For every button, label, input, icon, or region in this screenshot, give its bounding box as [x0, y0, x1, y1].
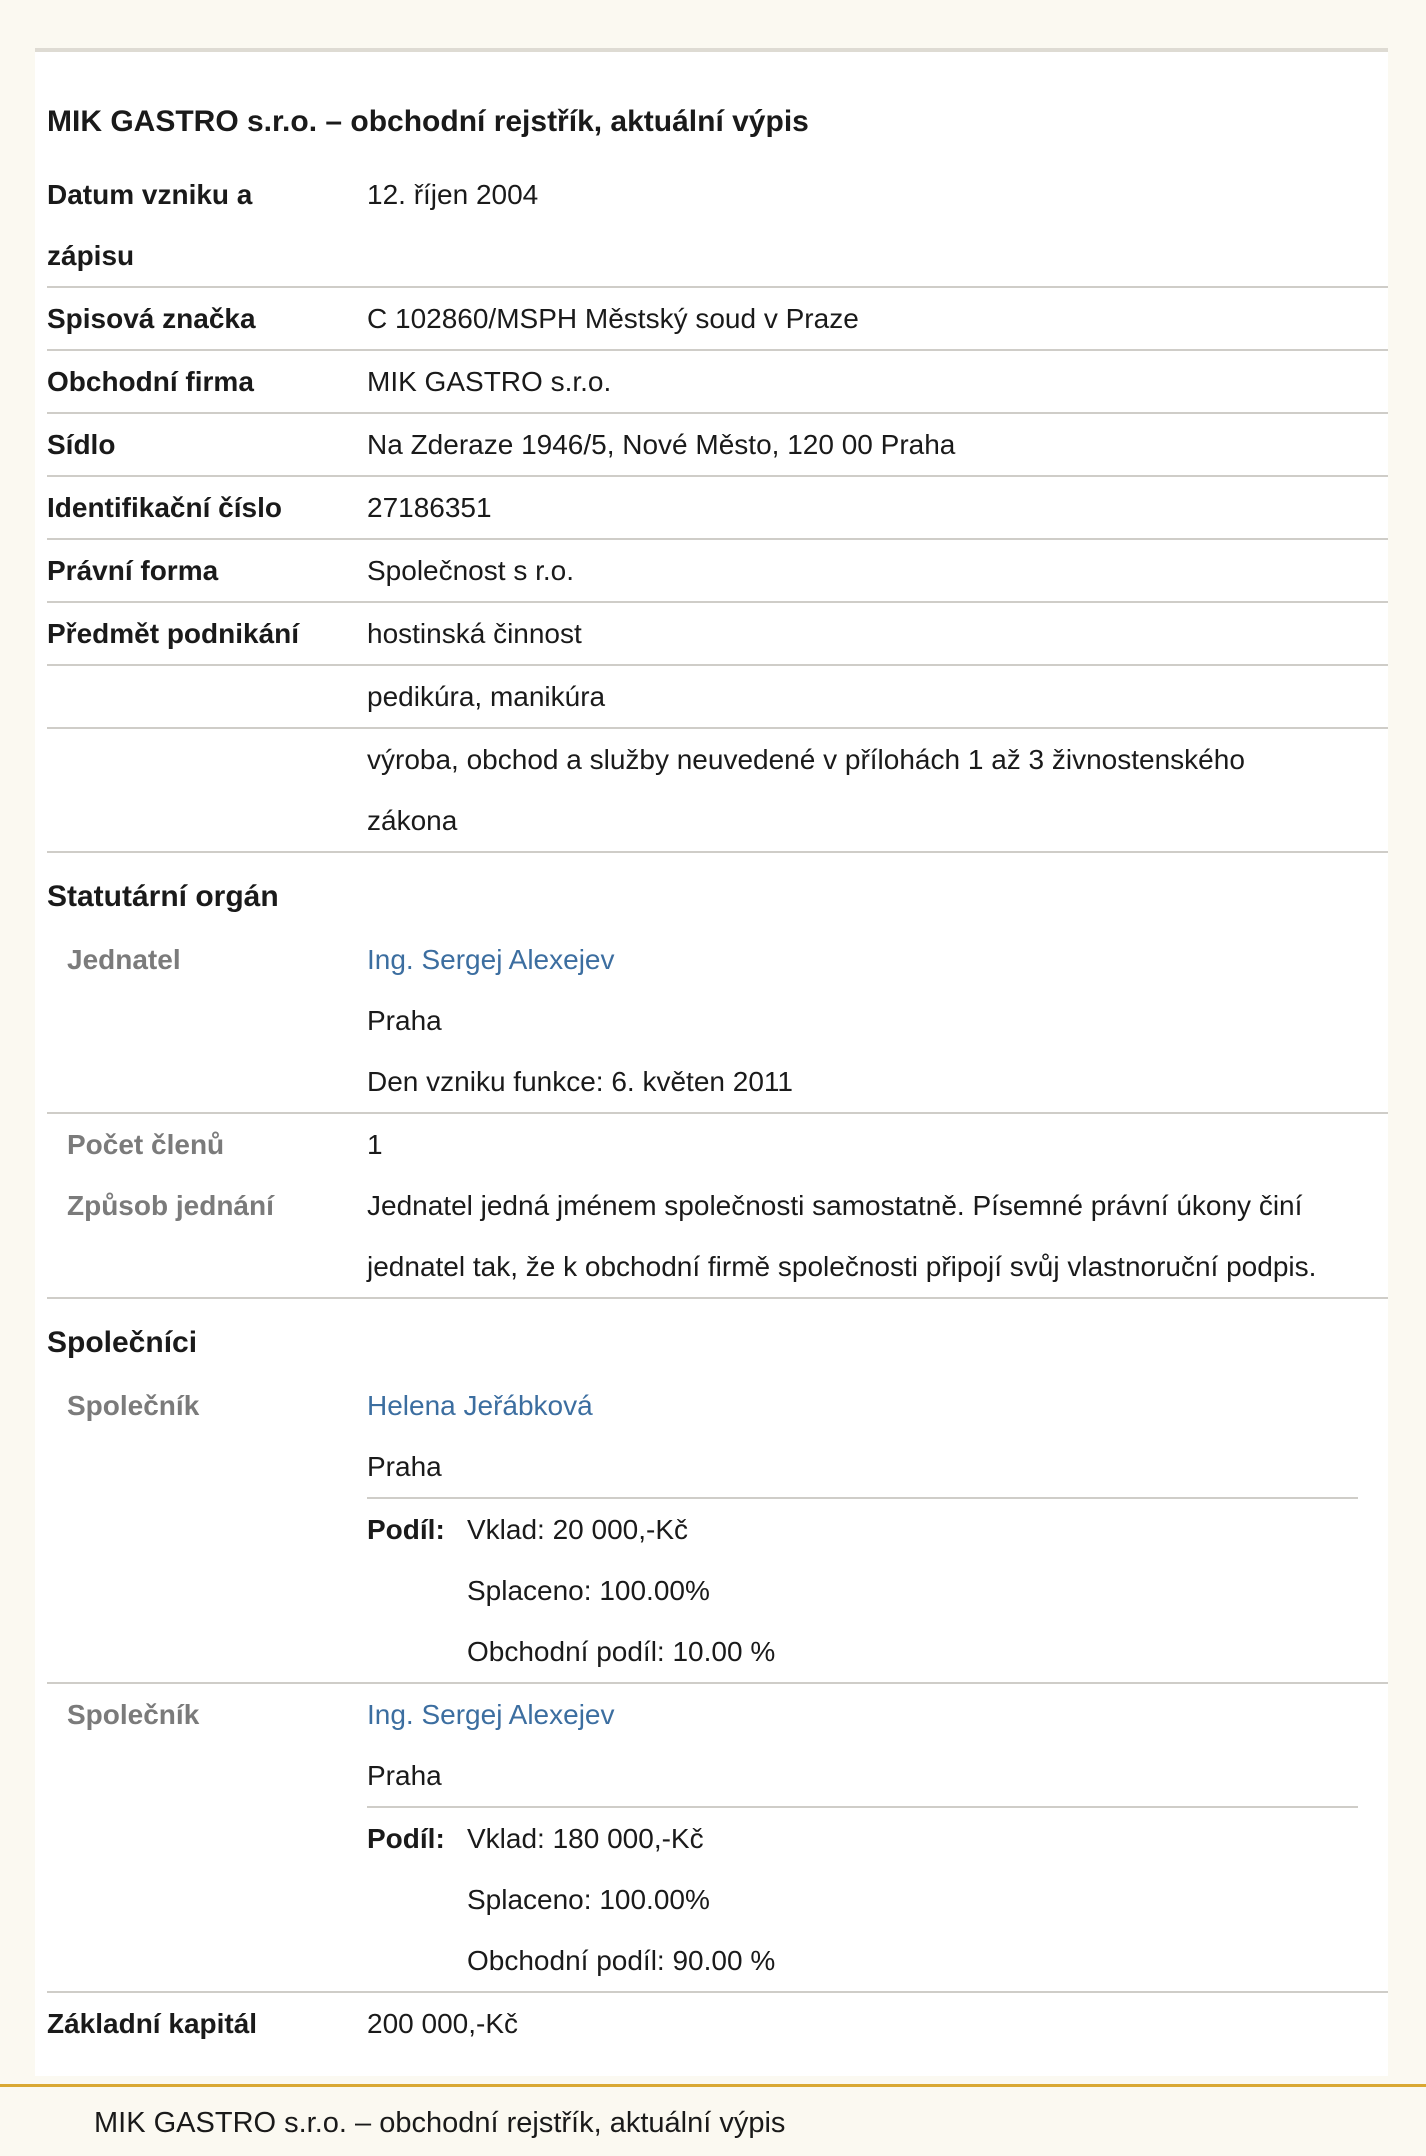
- row-label-empty: [47, 666, 367, 727]
- row-label-line: Datum vzniku a: [47, 179, 253, 210]
- row-value: 27186351: [367, 492, 492, 523]
- registry-extract-card: [35, 48, 1388, 2076]
- share-podil: Obchodní podíl: 10.00 %: [467, 1636, 776, 1667]
- row-zpusob-jednani: [47, 1175, 1388, 1299]
- row-label: Předmět podnikání: [47, 618, 300, 649]
- row-spisova-znacka: [47, 288, 1388, 351]
- row-label: Způsob jednání: [67, 1190, 274, 1221]
- person-city: Praha: [367, 1451, 442, 1482]
- share-podil: Obchodní podíl: 90.00 %: [467, 1945, 776, 1976]
- share-vklad: Vklad: 180 000,-Kč: [467, 1823, 704, 1854]
- value-line: výroba, obchod a služby neuvedené v přílohách 1 až 3 živnostenského: [367, 744, 1245, 775]
- person-link[interactable]: Ing. Sergej Alexejev: [367, 944, 615, 975]
- function-since: Den vzniku funkce: 6. květen 2011: [367, 1066, 793, 1097]
- share-vklad: Vklad: 20 000,-Kč: [467, 1514, 689, 1545]
- share-splaceno: Splaceno: 100.00%: [467, 1884, 710, 1915]
- share-values: [467, 1499, 775, 1682]
- row-value: 200 000,-Kč: [367, 2008, 518, 2039]
- share-block: [367, 1806, 1358, 1991]
- value-line: jednatel tak, že k obchodní firmě společnosti připojí svůj vlastnoruční podpis.: [367, 1251, 1317, 1282]
- row-label: Jednatel: [67, 944, 181, 975]
- row-pravni-forma: [47, 540, 1388, 603]
- page-footer: [0, 2084, 1426, 2156]
- row-value: hostinská činnost: [367, 618, 582, 649]
- page-title: MIK GASTRO s.r.o. – obchodní rejstřík, aktuální výpis: [47, 105, 809, 138]
- row-value: C 102860/MSPH Městský soud v Praze: [367, 303, 859, 334]
- person-link[interactable]: Helena Jeřábková: [367, 1390, 593, 1421]
- section-heading-statutarni: Statutární orgán: [47, 880, 279, 913]
- row-value: [367, 1175, 1388, 1297]
- row-zakladni-kapital: [47, 1993, 1388, 2054]
- row-value: 12. říjen 2004: [367, 179, 539, 210]
- row-value: pedikúra, manikúra: [367, 681, 606, 712]
- row-label-empty: [47, 729, 367, 851]
- row-value: MIK GASTRO s.r.o.: [367, 366, 612, 397]
- row-label: Společník: [67, 1390, 200, 1421]
- row-label: Spisová značka: [47, 303, 256, 334]
- row-sidlo: [47, 414, 1388, 477]
- row-label: Obchodní firma: [47, 366, 254, 397]
- row-datum-vzniku: [47, 164, 1388, 288]
- footer-text: MIK GASTRO s.r.o. – obchodní rejstřík, aktuální výpis: [94, 2107, 786, 2139]
- row-predmet-podnikani: [47, 603, 1388, 666]
- row-value: Společnost s r.o.: [367, 555, 575, 586]
- row-identifikacni-cislo: [47, 477, 1388, 540]
- value-line: Jednatel jedná jménem společnosti samostatně. Písemné právní úkony činí: [367, 1190, 1303, 1221]
- row-label: Sídlo: [47, 429, 116, 460]
- person-link[interactable]: Ing. Sergej Alexejev: [367, 1699, 615, 1730]
- row-label: Právní forma: [47, 555, 219, 586]
- row-value: [367, 929, 1388, 1112]
- row-spolecnik: [47, 1375, 1388, 1684]
- row-label: Počet členů: [67, 1129, 225, 1160]
- row-label: Společník: [67, 1699, 200, 1730]
- row-value: Na Zderaze 1946/5, Nové Město, 120 00 Praha: [367, 429, 956, 460]
- row-obchodni-firma: [47, 351, 1388, 414]
- row-jednatel: [47, 929, 1388, 1114]
- row-value: [367, 1375, 1388, 1682]
- row-label-line: zápisu: [47, 240, 135, 271]
- share-label: Podíl:: [367, 1514, 445, 1545]
- row-predmet-item: [47, 729, 1388, 853]
- row-predmet-item: [47, 666, 1388, 729]
- share-block: [367, 1497, 1358, 1682]
- row-value: [367, 1684, 1388, 1991]
- share-splaceno: Splaceno: 100.00%: [467, 1575, 710, 1606]
- row-label: Základní kapitál: [47, 2008, 258, 2039]
- row-value: 1: [367, 1129, 383, 1160]
- row-label: Identifikační číslo: [47, 492, 282, 523]
- row-spolecnik: [47, 1684, 1388, 1993]
- row-label: [47, 164, 367, 286]
- section-heading-spolecnici: Společníci: [47, 1326, 198, 1359]
- person-city: Praha: [367, 1760, 442, 1791]
- row-value: [367, 729, 1388, 851]
- share-label: Podíl:: [367, 1823, 445, 1854]
- row-pocet-clenu: [47, 1114, 1388, 1175]
- share-values: [467, 1808, 775, 1991]
- person-city: Praha: [367, 1005, 442, 1036]
- value-line: zákona: [367, 805, 458, 836]
